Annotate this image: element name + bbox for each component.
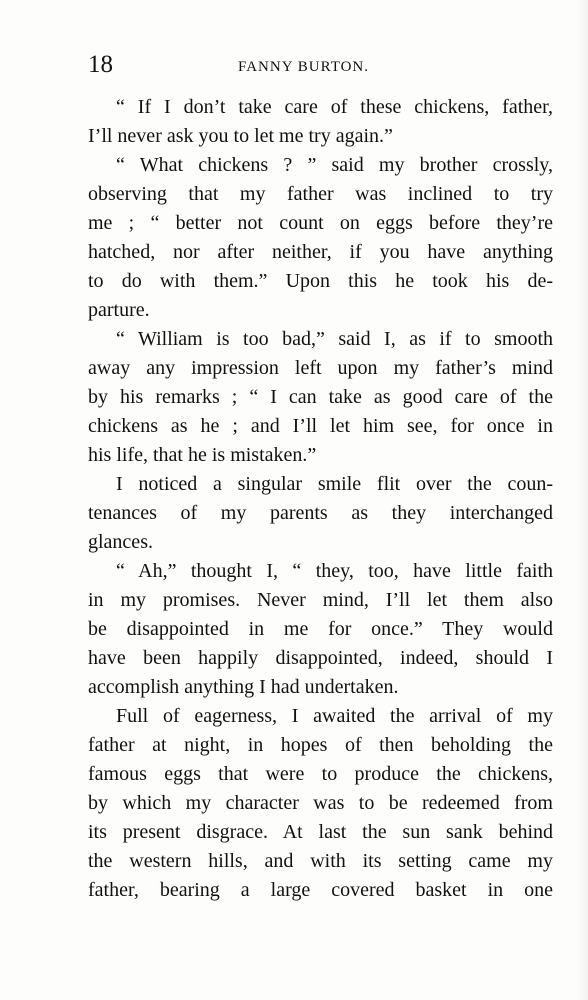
text-line: by his remarks ; “ I can take as good care of the <box>88 386 553 408</box>
text-line: “ If I don’t take care of these chickens, father, <box>116 96 553 118</box>
text-line: by which my character was to be redeemed from <box>88 792 553 814</box>
text-line: Full of eagerness, I awaited the arrival of my <box>116 705 553 727</box>
text-line: tenances of my parents as they interchanged <box>88 502 553 524</box>
page-number: 18 <box>88 51 113 78</box>
text-line: the western hills, and with its setting came my <box>88 850 553 872</box>
text-line: father at night, in hopes of then beholding the <box>88 734 553 756</box>
running-head: FANNY BURTON. <box>238 59 370 75</box>
body-text <box>88 93 553 905</box>
text-line: father, bearing a large covered basket in one <box>88 879 553 901</box>
text-line: “ William is too bad,” said I, as if to smooth <box>116 328 553 350</box>
text-line: parture. <box>88 299 150 321</box>
text-line: to do with them.” Upon this he took his de- <box>88 270 553 292</box>
text-line: “ What chickens ? ” said my brother crossly, <box>116 154 553 176</box>
text-line: accomplish anything I had undertaken. <box>88 676 399 698</box>
text-line: famous eggs that were to produce the chickens, <box>88 763 553 785</box>
text-line: its present disgrace. At last the sun sank behind <box>88 821 553 843</box>
text-line: I’ll never ask you to let me try again.” <box>88 125 393 147</box>
page-edge <box>578 0 588 1000</box>
text-line: hatched, nor after neither, if you have anything <box>88 241 553 263</box>
text-line: me ; “ better not count on eggs before they’re <box>88 212 553 234</box>
text-line: glances. <box>88 531 153 553</box>
text-line: have been happily disappointed, indeed, should I <box>88 647 553 669</box>
text-line: chickens as he ; and I’ll let him see, for once in <box>88 415 553 437</box>
text-line: his life, that he is mistaken.” <box>88 444 317 466</box>
text-line: be disappointed in me for once.” They would <box>88 618 553 640</box>
text-line: in my promises. Never mind, I’ll let them also <box>88 589 553 611</box>
text-line: I noticed a singular smile flit over the coun- <box>116 473 553 495</box>
text-line: observing that my father was inclined to try <box>88 183 553 205</box>
text-line: “ Ah,” thought I, “ they, too, have little faith <box>116 560 553 582</box>
text-line: away any impression left upon my father’s mind <box>88 357 553 379</box>
